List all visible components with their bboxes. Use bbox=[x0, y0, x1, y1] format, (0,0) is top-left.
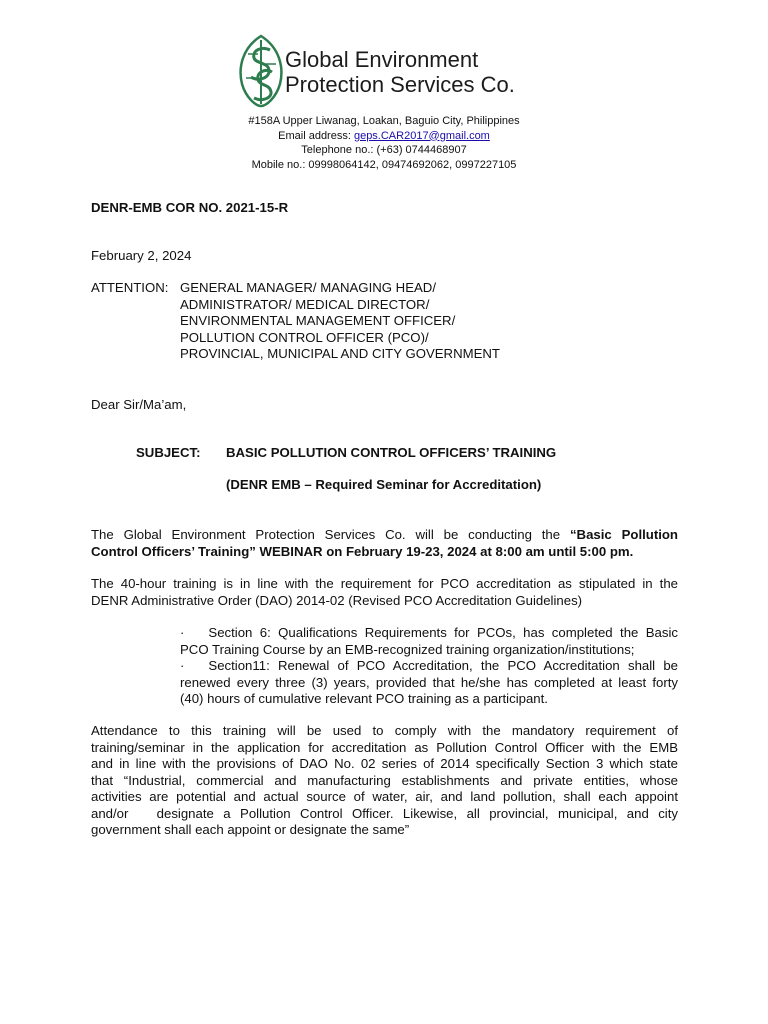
paragraph-line: Attendance to this training will be used to comply with the mandatory requirement of bbox=[91, 723, 678, 738]
letter-date: February 2, 2024 bbox=[91, 248, 192, 263]
paragraph-announcement bbox=[91, 527, 678, 560]
paragraph-requirement bbox=[91, 576, 678, 609]
salutation: Dear Sir/Ma’am, bbox=[91, 397, 187, 412]
text-bold: Control Officers’ Training” WEBINAR on February 19-23, 2024 at 8:00 am until 5:00 pm. bbox=[91, 543, 634, 559]
company-name-line2: Protection Services Co. bbox=[285, 72, 515, 97]
bullet-text: Section11: Renewal of PCO Accreditation, the PCO Accreditation shall be bbox=[208, 658, 678, 673]
subject-title: BASIC POLLUTION CONTROL OFFICERS’ TRAINING bbox=[226, 445, 557, 460]
paragraph-line bbox=[91, 527, 678, 544]
attention-line: GENERAL MANAGER/ MANAGING HEAD/ bbox=[180, 280, 436, 295]
company-logo bbox=[236, 34, 286, 113]
address: #158A Upper Liwanag, Loakan, Baguio City, Philippines bbox=[248, 115, 520, 127]
bullet-list bbox=[180, 625, 678, 708]
bullet-line: (40) hours of cumulative relevant PCO training as a participant. bbox=[180, 691, 548, 706]
reference-number: DENR-EMB COR NO. 2021-15-R bbox=[91, 200, 289, 215]
contact-block bbox=[0, 114, 768, 172]
bullet-marker: · bbox=[180, 658, 185, 673]
attention-line: PROVINCIAL, MUNICIPAL AND CITY GOVERNMENT bbox=[180, 346, 500, 361]
bullet-line: PCO Training Course by an EMB-recognized training organization/institutions; bbox=[180, 641, 635, 657]
subject-label: SUBJECT: bbox=[136, 445, 201, 460]
bullet-line: renewed every three (3) years, provided that he/she has completed at least forty bbox=[180, 674, 678, 690]
company-name-line1: Global Environment bbox=[285, 47, 479, 72]
email-label: Email address: bbox=[278, 129, 354, 142]
bullet-item bbox=[180, 625, 678, 658]
text-normal: The Global Environment Protection Services Co. will be conducting the bbox=[91, 527, 570, 542]
bullet-marker: · bbox=[180, 625, 185, 640]
paragraph-line: The 40-hour training is in line with the requirement for PCO accreditation as stipulated in the bbox=[91, 576, 678, 591]
attention-label: ATTENTION: bbox=[91, 280, 169, 295]
mobile: Mobile no.: 09998064142, 09474692062, 0997227105 bbox=[251, 158, 517, 171]
paragraph-line: DENR Administrative Order (DAO) 2014-02 (Revised PCO Accreditation Guidelines) bbox=[91, 592, 583, 608]
subject-subtitle: (DENR EMB – Required Seminar for Accreditation) bbox=[226, 477, 542, 492]
attention-line: ADMINISTRATOR/ MEDICAL DIRECTOR/ bbox=[180, 296, 430, 312]
bullet-first-line bbox=[180, 658, 678, 675]
text-bold: “Basic Pollution bbox=[569, 527, 678, 542]
paragraph-line bbox=[91, 544, 678, 561]
paragraph-line: training/seminar in the application for accreditation as Pollution Control Officer with the EMB bbox=[91, 739, 678, 755]
email-link[interactable]: geps.CAR2017@gmail.com bbox=[353, 129, 490, 142]
attention-line: POLLUTION CONTROL OFFICER (PCO)/ bbox=[180, 329, 429, 345]
paragraph-line: activities are potential and actual source of water, air, and land pollution, shall each appoint bbox=[91, 789, 678, 804]
bullet-text: Section 6: Qualifications Requirements for PCOs, has completed the Basic bbox=[208, 625, 678, 640]
paragraph-line: government shall each appoint or designate the same” bbox=[91, 822, 410, 837]
telephone: Telephone no.: (+63) 0744468907 bbox=[301, 144, 467, 156]
paragraph-line: and/or designate a Pollution Control Officer. Likewise, all provincial, municipal, and city bbox=[91, 805, 678, 821]
attention-line: ENVIRONMENTAL MANAGEMENT OFFICER/ bbox=[180, 313, 456, 328]
leaf-logo-icon bbox=[236, 34, 286, 108]
paragraph-attendance bbox=[91, 723, 678, 839]
bullet-item bbox=[180, 658, 678, 708]
company-name bbox=[285, 47, 515, 97]
paragraph-line: and in line with the provisions of DAO No. 02 series of 2014 specifically Section 3 which state bbox=[91, 756, 678, 771]
paragraph-line: that “Industrial, commercial and manufacturing establishments and private entities, whose bbox=[91, 772, 678, 788]
attention-lines bbox=[180, 280, 500, 363]
email-line bbox=[0, 129, 768, 144]
bullet-first-line bbox=[180, 625, 678, 642]
